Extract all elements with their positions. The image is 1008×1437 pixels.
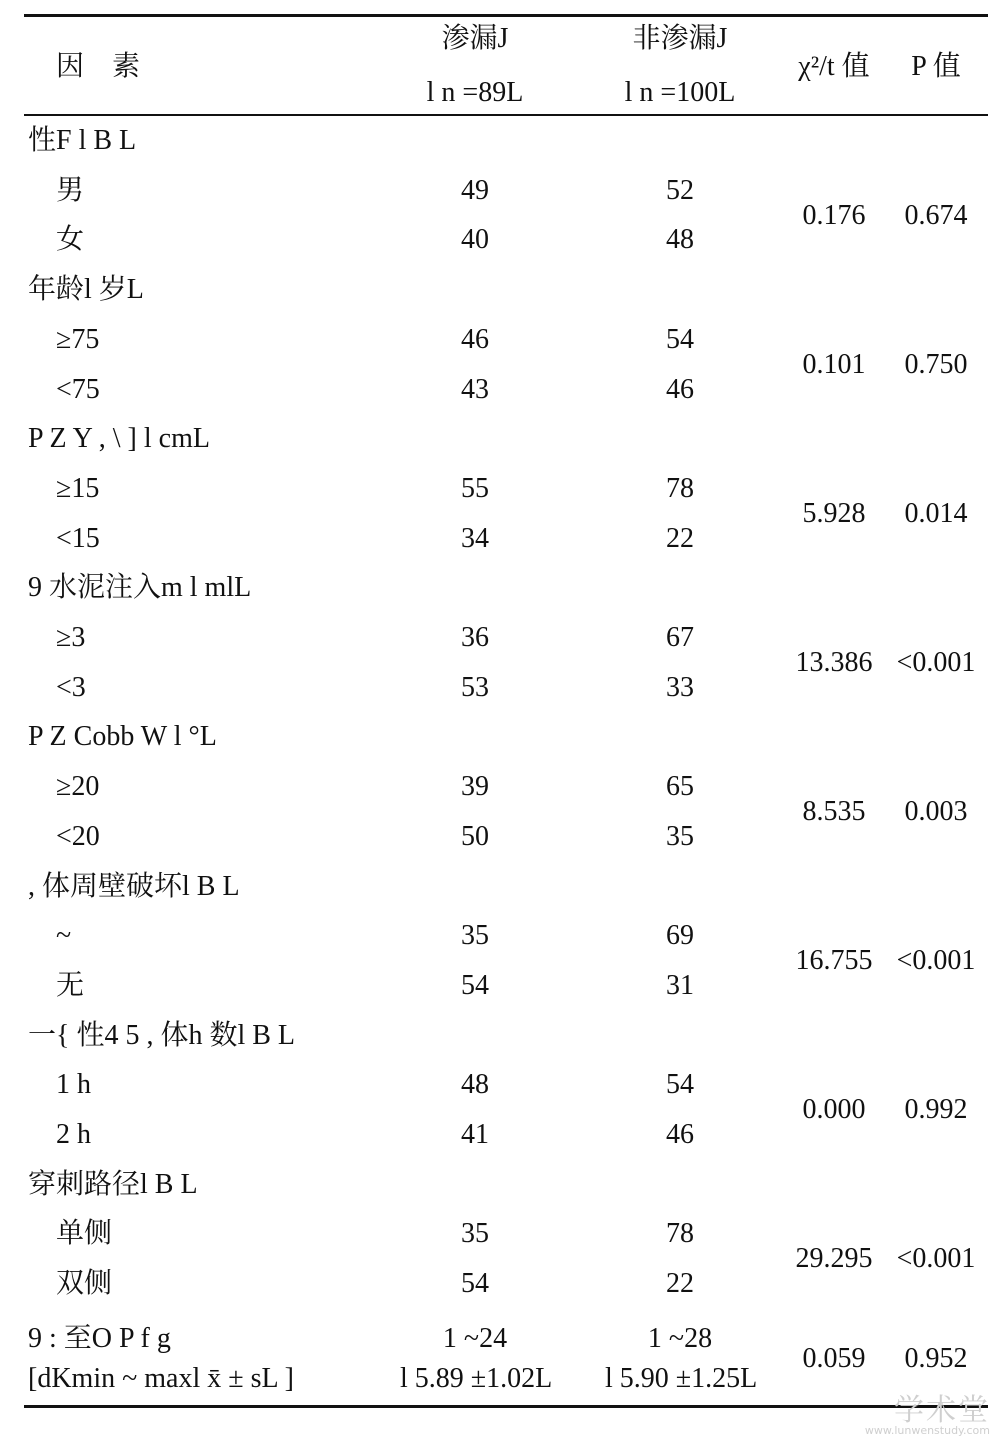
leak-count: 49 — [461, 174, 489, 206]
watermark-url: www.lunwenstudy.com — [864, 1424, 990, 1437]
factor-level-label: 男 — [56, 174, 85, 206]
table-header-rule — [24, 114, 988, 116]
factor-level-label: 2 h — [56, 1119, 91, 1150]
header-leak-n: l n =89L — [426, 77, 524, 108]
p-value: 0.674 — [904, 199, 968, 231]
watermark-logo: 学术堂 — [894, 1393, 990, 1428]
noleak-count: 33 — [666, 671, 694, 703]
noleak-count: 46 — [666, 1119, 694, 1150]
p-value: <0.001 — [896, 1243, 976, 1275]
factor-level-label: ≥3 — [56, 622, 86, 653]
noleak-count: 54 — [666, 1069, 694, 1101]
factor-title: 9 水泥注入m l mlL — [28, 572, 252, 604]
factor-level-label: 双侧 — [56, 1268, 113, 1300]
stat-value: 8.535 — [802, 795, 866, 827]
header-factor: 因 素 — [56, 51, 141, 82]
noleak-count: 22 — [666, 1268, 694, 1300]
leak-count: 40 — [461, 224, 489, 256]
leak-count: 48 — [461, 1069, 489, 1101]
p-value: 0.014 — [904, 497, 968, 529]
factor-level-label: ≥20 — [56, 771, 100, 803]
header-p: P 值 — [911, 51, 961, 82]
table-top-rule — [24, 14, 988, 17]
factor-title: 年龄l 岁L — [28, 274, 144, 306]
factor-title: , 体周壁破坏l B L — [28, 870, 240, 902]
factor-level-label: 单侧 — [56, 1218, 113, 1250]
factor-level-label: <15 — [56, 522, 100, 554]
noleak-count: 35 — [666, 820, 694, 852]
header-noleak-n: l n =100L — [624, 77, 736, 108]
leak-count: 54 — [461, 969, 489, 1001]
last-row-noleak-range: 1 ~28 — [647, 1323, 713, 1354]
stat-value: 0.176 — [802, 199, 866, 231]
noleak-count: 78 — [666, 472, 694, 504]
last-row-leak-range: 1 ~24 — [442, 1323, 508, 1354]
last-row-noleak-mean: l 5.90 ±1.25L — [605, 1363, 758, 1394]
leak-count: 39 — [461, 771, 489, 803]
header-leak-label: 渗漏J — [441, 23, 509, 54]
noleak-count: 48 — [666, 224, 694, 256]
factor-level-label: ≥75 — [56, 323, 100, 355]
p-value: 0.992 — [904, 1094, 968, 1126]
leak-count: 35 — [461, 920, 489, 952]
stat-value: 0.101 — [802, 348, 866, 380]
stat-value: 5.928 — [802, 497, 866, 529]
factor-title: 性F l B L — [28, 125, 137, 156]
factor-level-label: <20 — [56, 820, 100, 852]
leak-count: 50 — [461, 820, 489, 852]
noleak-count: 65 — [666, 771, 694, 803]
noleak-count: 52 — [666, 174, 694, 206]
factor-level-label: ≥15 — [56, 472, 100, 504]
p-value: <0.001 — [896, 945, 976, 977]
leak-count: 43 — [461, 373, 489, 405]
factor-level-label: 1 h — [56, 1069, 91, 1101]
noleak-count: 67 — [666, 622, 694, 653]
last-row-leak-mean: l 5.89 ±1.02L — [400, 1363, 553, 1394]
leak-count: 35 — [461, 1218, 489, 1250]
last-row-label-2: [dKmin ~ maxl x̄ ± sL ] — [28, 1363, 294, 1394]
p-value: 0.003 — [904, 795, 968, 827]
leak-count: 36 — [461, 622, 489, 653]
p-value: 0.750 — [904, 348, 968, 380]
last-row-label-1: 9 : 至O P f g — [28, 1323, 171, 1354]
last-row-stat: 0.059 — [802, 1343, 866, 1374]
noleak-count: 54 — [666, 323, 694, 355]
factor-level-label: <3 — [56, 671, 86, 703]
leak-count: 41 — [461, 1119, 489, 1150]
leak-count: 34 — [461, 522, 489, 554]
noleak-count: 31 — [666, 969, 694, 1001]
stat-value: 13.386 — [795, 646, 873, 678]
factor-level-label: 无 — [56, 969, 85, 1001]
last-row-p: 0.952 — [904, 1343, 968, 1374]
factor-level-label: ~ — [56, 920, 72, 952]
noleak-count: 69 — [666, 920, 694, 952]
stat-value: 0.000 — [802, 1094, 866, 1126]
stat-value: 29.295 — [795, 1243, 873, 1275]
table-bottom-rule — [24, 1405, 988, 1408]
factor-level-label: 女 — [56, 224, 85, 256]
p-value: <0.001 — [896, 646, 976, 678]
factor-title: P Z Y , \ ] l cmL — [28, 423, 210, 455]
factor-title: P Z Cobb W l °L — [28, 721, 217, 753]
factor-title: 一{ 性4 5 , 体h 数l B L — [28, 1019, 295, 1051]
stat-value: 16.755 — [795, 945, 873, 977]
header-stat: χ²/t 值 — [798, 51, 870, 82]
leak-count: 54 — [461, 1268, 489, 1300]
leak-count: 53 — [461, 671, 489, 703]
factor-level-label: <75 — [56, 373, 100, 405]
noleak-count: 46 — [666, 373, 694, 405]
header-noleak-label: 非渗漏J — [632, 23, 728, 54]
factor-title: 穿刺路径l B L — [28, 1168, 198, 1200]
leak-count: 46 — [461, 323, 489, 355]
noleak-count: 22 — [666, 522, 694, 554]
noleak-count: 78 — [666, 1218, 694, 1250]
leak-count: 55 — [461, 472, 489, 504]
